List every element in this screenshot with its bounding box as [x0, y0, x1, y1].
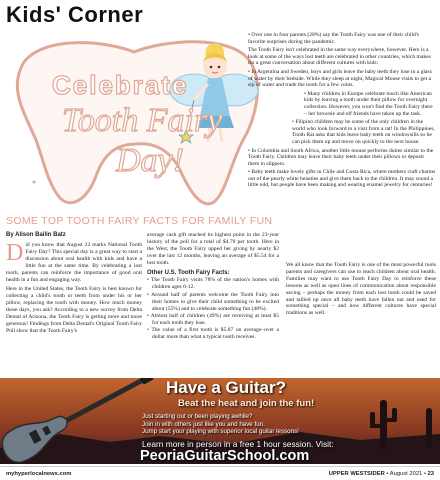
article-column-3	[286, 262, 436, 320]
ad-url-link[interactable]: PeoriaGuitarSchool.com	[140, 448, 310, 464]
list-item: • Around half of parents welcome the Tooth Fairy into their homes to give their child something to be excited about (55%) and to celebrate something fun (48%).	[147, 291, 279, 312]
article-paragraph: Did you know that August 22 marks National Tooth Fairy Day? This special day is a great way to start a discussion about oral health with kids and have a little fun at the same time. By celebrating a lost tooth, parents can reinforce the importance of good oral health in a fun and engaging way.	[6, 240, 142, 283]
sidebar-paragraph: • Many children in Europe celebrate much like American kids by leaving a tooth under their pillow for overnight collection. However, you won't find the Tooth Fairy there – her brownie and elf friends have taken up the task.	[304, 90, 433, 117]
hero-illustration	[4, 32, 282, 208]
ad-subtitle: Beat the heat and join the fun!	[178, 398, 315, 409]
article-column-1	[6, 242, 142, 338]
section-kicker: Kids' Corner	[6, 2, 144, 27]
ad-line: Join in with others just like you and have fun.	[142, 420, 265, 428]
footer-website[interactable]: myhyperlocalnews.com	[6, 471, 72, 477]
guitar-school-ad[interactable]	[0, 378, 440, 464]
ad-title: Have a Guitar?	[166, 378, 286, 397]
list-item: • The Tooth Fairy visits 78% of the nation's homes with children ages 6-12.	[147, 277, 279, 291]
ad-visit-text: Learn more in person in a free 1 hour session. Visit:	[142, 439, 334, 449]
list-item: • Almost half of children (49%) are receiving at least $5 for each tooth they lose.	[147, 312, 279, 326]
sidebar-paragraph: The Tooth Fairy isn't celebrated in the same way everywhere, however. Here is a look at some of the ways lost teeth are celebrated in other countries, which makes for a great conversation about different cultures with kids:	[248, 47, 431, 67]
article-byline: By Alison Bailin Batz	[6, 232, 66, 238]
sidebar-paragraph: • Baby teeth make lovely gifts in Chile and Costa Rica, where mothers craft charms out of the pearly white beauties and give them back to the children. It may sound a little odd, but people have been making and wearing enamel jewelry for centuries!	[248, 169, 436, 189]
hero-title-celebrate: Celebrate	[52, 70, 189, 100]
article-paragraph: average cash gift reached its highest point in the 23-year history of the poll for a total of $4.70 per tooth. Here in the West, the Tooth Fairy upped her giving by nearly $2 over the last 12 months, leaving an average of $5.54 for a lost tooth.	[147, 232, 279, 266]
sidebar-paragraph: • In Argentina and Sweden, boys and girls leave the baby teeth they lose in a glass of water by their bedside. While they sleep at night, Magical Mouse visits to get a sip of water and trade the tooth for a few coins.	[248, 68, 432, 89]
sidebar-paragraph: • In Colombia and South Africa, another little mouse performs duties similar to the Tooth Fairy. Children may leave their baby teeth under their pillows or deposit them in slippers.	[248, 147, 434, 167]
footer-publication: UPPER WESTSIDER	[328, 471, 385, 477]
footer-issue: • August 2021 •	[386, 471, 426, 477]
sidebar-paragraph: • Filipino children may be some of the only children in the world who look forward to a visit from a rat! In the Philippines, Tooth Rat asks that kids leave baby teeth on windowsills so he can pick them up and move on quickly to the next house.	[292, 119, 435, 145]
ad-copy	[142, 413, 299, 436]
article-heading: SOME TOP TOOTH FAIRY FACTS FOR FAMILY FUN	[6, 216, 273, 227]
ad-line: Just starting out or been playing awhile?	[142, 413, 253, 420]
footer-folio	[329, 471, 434, 477]
article-column-2	[147, 232, 279, 342]
ad-line: Jump start your playing with superior local guitar lessons!	[142, 428, 299, 436]
sidebar-column	[248, 32, 436, 191]
page-number: 23	[427, 471, 434, 477]
facts-subheading: Other U.S. Tooth Fairy Facts:	[147, 269, 230, 276]
article-paragraph: Here in the United States, the Tooth Fairy is best known for collecting a child's tooth or teeth from under his or her pillow, replacing the tooth with money. How much money these days, you ask? According to a new survey from Delta Dental of Arizona, the Tooth Fairy is getting more and more generous! Findings from Delta Dental's Original Tooth Fairy Poll show that the Tooth Fairy's	[6, 286, 142, 334]
list-item: • The value of a first tooth is $5.87 on average–over a dollar more than what a typical tooth receives.	[147, 327, 279, 341]
page-footer	[0, 466, 440, 480]
article-paragraph: We all know that the Tooth Fairy is one of the most powerful tools parents and caregivers can use to teach children about oral health. Families may want to use Tooth Fairy Day to reinforce these lessons as well as open lines of communication about responsible saving – perhaps the money from each lost tooth could be saved and tallied up once all baby teeth have fallen out and used for something special – and how different cultures have special traditions as well.	[286, 262, 436, 317]
sidebar-paragraph: • Over one in four parents (28%) say the Tooth Fairy was one of their child's favorite surprises during the pandemic.	[248, 32, 420, 45]
drop-cap: D	[6, 240, 24, 266]
hero-title-tooth-fairy: Tooth Fairy	[62, 102, 223, 139]
facts-list	[147, 277, 279, 341]
hero-title-day: Day!	[116, 142, 184, 179]
